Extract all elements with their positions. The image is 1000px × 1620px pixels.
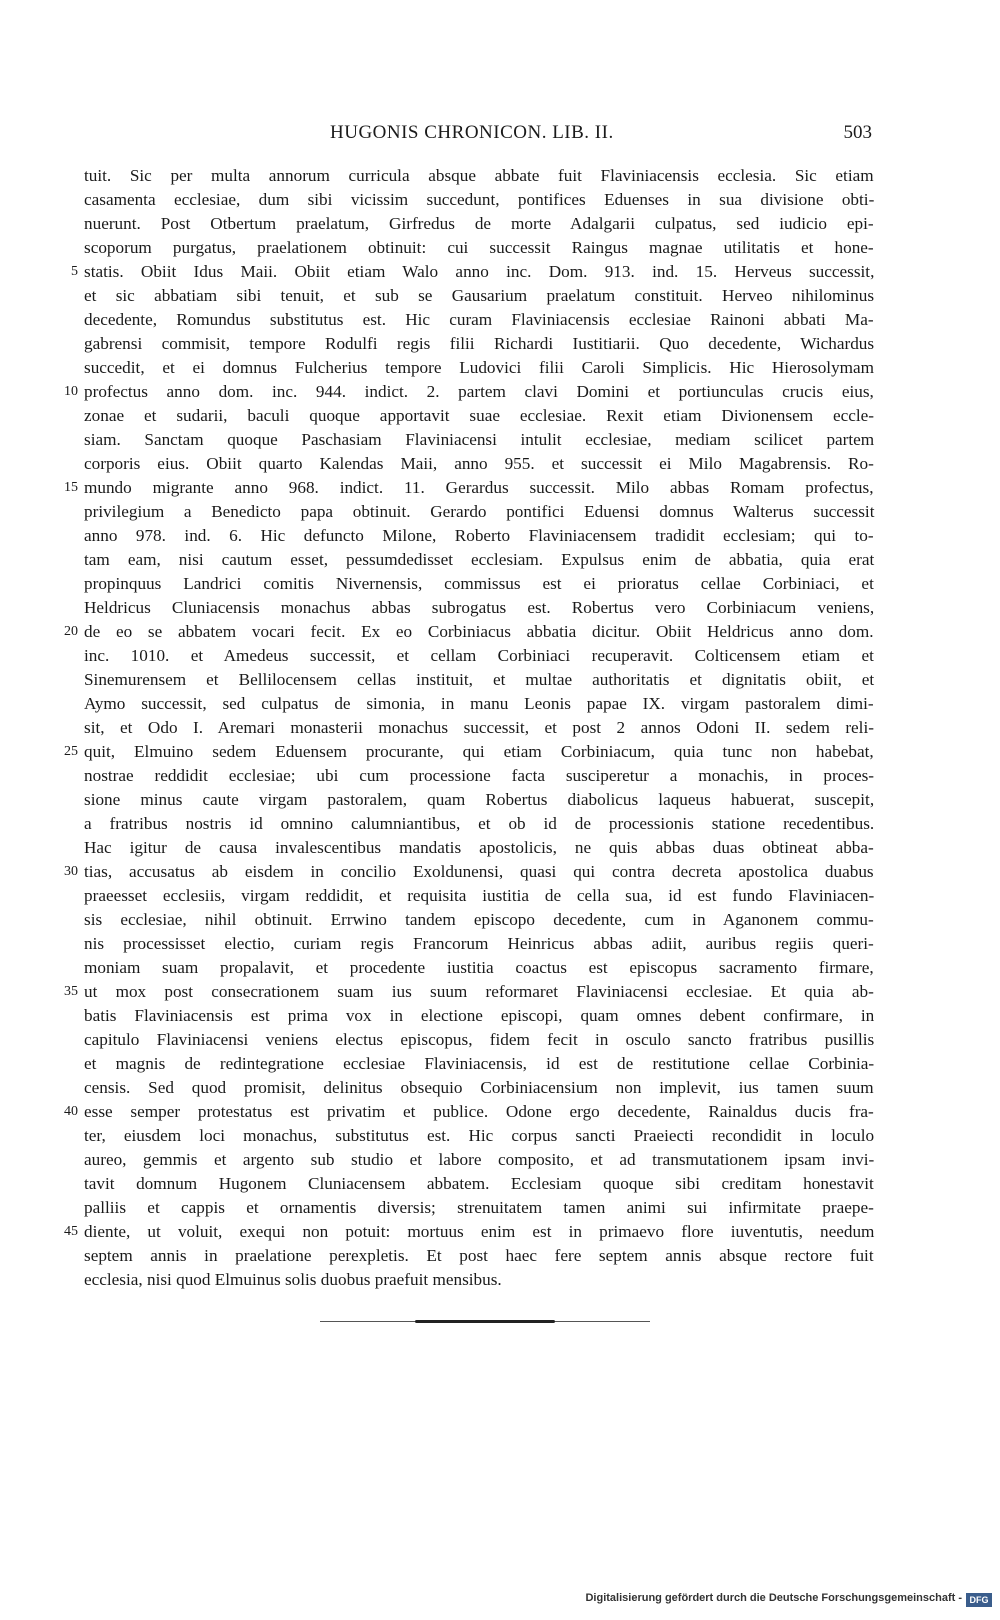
line-text: ecclesia, nisi quod Elmuinus solis duobus praefuit mensibus. — [84, 1270, 502, 1289]
text-line — [84, 428, 874, 452]
text-line — [84, 1244, 874, 1268]
text-line — [84, 236, 874, 260]
line-text: decedente, Romundus substitutus est. Hic curam Flaviniacensis ecclesiae Rainoni abbati Ma- — [84, 310, 874, 329]
rule-ornament — [415, 1320, 555, 1323]
line-text: tuit. Sic per multa annorum curricula absque abbate fuit Flaviniacensis ecclesia. Sic etiam — [84, 166, 874, 185]
text-line — [84, 1172, 874, 1196]
line-text: Sinemurensem et Bellilocensem cellas instituit, et multae authoritatis et dignitatis obiit, et — [84, 670, 875, 689]
line-number: 45 — [64, 1224, 78, 1239]
line-number: 30 — [64, 864, 78, 879]
line-text: de eo se abbatem vocari fecit. Ex eo Corbiniacus abbatia dicitur. Obiit Heldricus anno dom. — [84, 622, 874, 641]
line-text: et magnis de redintegratione ecclesiae Flaviniacensis, id est de restitutione cellae Corbinia- — [84, 1054, 875, 1073]
line-text: a fratribus nostris id omnino calumniantibus, et ob id de processionis statione recedentibus. — [84, 814, 875, 833]
line-text: nostrae reddidit ecclesiae; ubi cum processione facta susciperetur a monachis, in proces- — [84, 766, 875, 785]
line-text: censis. Sed quod promisit, delinitus obsequio Corbiniacensium non implevit, ius tamen suum — [84, 1078, 874, 1097]
text-line — [84, 188, 874, 212]
line-text: nis processisset electio, curiam regis Francorum Heinricus abbas adiit, auribus regiis queri- — [84, 934, 874, 953]
text-line — [84, 716, 874, 740]
text-line — [84, 404, 874, 428]
text-line — [84, 308, 874, 332]
line-number: 25 — [64, 744, 78, 759]
line-number: 5 — [71, 264, 78, 279]
line-text: ut mox post consecrationem suam ius suum reformaret Flaviniacensi ecclesiae. Et quia ab- — [84, 982, 874, 1001]
text-line — [64, 380, 874, 404]
text-line — [84, 1028, 874, 1052]
line-text: palliis et cappis et ornamentis diversis; strenuitatem tamen animi sui infirmitate praepe- — [84, 1198, 874, 1217]
text-line — [84, 668, 874, 692]
text-line — [84, 284, 874, 308]
line-text: capitulo Flaviniacensi veniens electus episcopus, fidem fecit in osculo sancto fratribus pusillis — [84, 1030, 875, 1049]
text-line — [84, 1076, 874, 1100]
line-number: 40 — [64, 1104, 78, 1119]
text-line — [84, 164, 874, 188]
text-line — [84, 1004, 874, 1028]
text-line — [84, 788, 874, 812]
line-text: propinquus Landrici comitis Nivernensis, commissus est ei prioratus cellae Corbiniaci, et — [84, 574, 874, 593]
line-text: corporis eius. Obiit quarto Kalendas Maii, anno 955. et successit ei Milo Magabrensis. Ro- — [84, 454, 874, 473]
text-line — [84, 356, 874, 380]
line-text: praeesset ecclesiis, virgam reddidit, et requisita iustitia de cella sua, id est fundo Flaviniacen- — [84, 886, 875, 905]
body-text — [64, 164, 875, 1292]
page-number: 503 — [843, 122, 872, 143]
text-line — [64, 620, 874, 644]
line-text: mundo migrante anno 968. indict. 11. Gerardus successit. Milo abbas Romam profectus, — [84, 478, 874, 497]
line-text: zonae et sudarii, baculi quoque apportavit suae ecclesiae. Rexit etiam Divionensem eccle- — [84, 406, 875, 425]
line-text: moniam suam propalavit, et procedente iustitia coactus est episcopus sacramento firmare, — [84, 958, 874, 977]
line-text: sis ecclesiae, nihil obtinuit. Errwino tandem episcopo decedente, cum in Aganonem commu- — [84, 910, 874, 929]
line-text: tias, accusatus ab eisdem in concilio Exoldunensi, quasi qui contra decreta apostolica duabus — [84, 862, 874, 881]
line-text: aureo, gemmis et argento sub studio et labore composito, et ad transmutationem ipsam invi- — [84, 1150, 875, 1169]
line-text: scoporum purgatus, praelationem obtinuit: cui successit Raingus magnae utilitatis et hone- — [84, 238, 874, 257]
line-text: statis. Obiit Idus Maii. Obiit etiam Walo anno inc. Dom. 913. ind. 15. Herveus successit, — [84, 262, 875, 281]
line-number: 15 — [64, 480, 78, 495]
text-line — [84, 572, 874, 596]
line-text: Hac igitur de causa invalescentibus mandatis apostolicis, ne quis abbas duas obtineat abba- — [84, 838, 874, 857]
dfg-logo-icon: DFG — [966, 1593, 992, 1607]
running-title: HUGONIS CHRONICON. LIB. II. — [330, 122, 614, 143]
line-text: gabrensi commisit, tempore Rodulfi regis filii Richardi Iustitiarii. Quo decedente, Wichardus — [84, 334, 875, 353]
line-text: inc. 1010. et Amedeus successit, et cellam Corbiniaci recuperavit. Colticensem etiam et — [84, 646, 874, 665]
line-text: diente, ut voluit, exequi non potuit: mortuus enim est in primaevo flore iuventutis, needum — [84, 1222, 875, 1241]
line-text: quit, Elmuino sedem Eduensem procurante, qui etiam Corbiniacum, quia tunc non habebat, — [84, 742, 874, 761]
text-line — [84, 1052, 874, 1076]
line-text: et sic abbatiam sibi tenuit, et sub se Gausarium praelatum constituit. Herveo nihilominus — [84, 286, 875, 305]
text-line — [84, 692, 874, 716]
line-text: septem annis in praelatione perexpletis. Et post haec fere septem annis absque rectore fuit — [84, 1246, 874, 1265]
text-line — [84, 908, 874, 932]
text-line — [64, 860, 874, 884]
text-line — [84, 932, 874, 956]
text-line — [84, 548, 874, 572]
text-line — [84, 812, 874, 836]
text-line — [84, 764, 874, 788]
line-text: tam eam, nisi cautum esset, pessumdedisset ecclesiam. Expulsus enim de abbatia, quia erat — [84, 550, 875, 569]
line-text: batis Flaviniacensis est prima vox in electione episcopi, quam omnes debent confirmare, in — [84, 1006, 875, 1025]
line-text: ter, eiusdem loci monachus, substitutus est. Hic corpus sancti Praeiecti recondidit in loculo — [84, 1126, 875, 1145]
text-line — [64, 1100, 874, 1124]
line-text: tavit domnum Hugonem Cluniacensem abbatem. Ecclesiam quoque sibi creditam honestavit — [84, 1174, 874, 1193]
line-number: 35 — [64, 984, 78, 999]
line-text: nuerunt. Post Otbertum praelatum, Girfredus de morte Adalgarii culpatus, sed iudicio epi- — [84, 214, 874, 233]
text-line — [84, 452, 874, 476]
text-line — [84, 836, 874, 860]
line-number: 20 — [64, 624, 78, 639]
text-line — [84, 332, 874, 356]
text-line — [64, 1220, 875, 1244]
text-line — [84, 1124, 874, 1148]
text-line — [64, 476, 874, 500]
text-line — [64, 980, 874, 1004]
text-line — [84, 596, 874, 620]
text-line — [84, 644, 874, 668]
line-text: Heldricus Cluniacensis monachus abbas subrogatus est. Robertus vero Corbiniacum veniens, — [84, 598, 875, 617]
text-line — [84, 1268, 874, 1292]
line-text: anno 978. ind. 6. Hic defuncto Milone, Roberto Flaviniacensem tradidit ecclesiam; qui to- — [84, 526, 874, 545]
line-text: esse semper protestatus est privatim et publice. Odone ergo decedente, Rainaldus ducis fra- — [84, 1102, 874, 1121]
line-text: profectus anno dom. inc. 944. indict. 2. partem clavi Domini et portiunculas crucis eius, — [84, 382, 874, 401]
page-header — [0, 122, 1000, 148]
line-text: siam. Sanctam quoque Paschasiam Flaviniacensi intulit ecclesiae, mediam scilicet partem — [84, 430, 875, 449]
line-text: succedit, et ei domnus Fulcherius tempore Ludovici filii Caroli Simplicis. Hic Hierosolymam — [84, 358, 875, 377]
text-line — [84, 1196, 874, 1220]
end-rule — [320, 1319, 650, 1325]
text-line — [64, 740, 874, 764]
text-line — [84, 500, 874, 524]
text-line — [84, 1148, 874, 1172]
text-line — [84, 524, 874, 548]
text-line — [71, 260, 875, 284]
text-line — [84, 956, 874, 980]
digitization-footer — [585, 1592, 992, 1610]
text-line — [84, 212, 874, 236]
line-number: 10 — [64, 384, 78, 399]
funding-credit: Digitalisierung gefördert durch die Deutsche Forschungsgemeinschaft - — [585, 1592, 962, 1604]
text-line — [84, 884, 874, 908]
line-text: sit, et Odo I. Aremari monasterii monachus successit, et post 2 annos Odoni II. sedem reli- — [84, 718, 874, 737]
line-text: Aymo successit, sed culpatus de simonia, in manu Leonis papae IX. virgam pastoralem dimi- — [84, 694, 874, 713]
line-text: privilegium a Benedicto papa obtinuit. Gerardo pontifici Eduensi domnus Walterus successit — [84, 502, 875, 521]
line-text: sione minus caute virgam pastoralem, quam Robertus diabolicus laqueus habuerat, suscepit, — [84, 790, 875, 809]
line-text: casamenta ecclesiae, dum sibi vicissim succedunt, pontifices Eduenses in sua divisione obti- — [84, 190, 875, 209]
